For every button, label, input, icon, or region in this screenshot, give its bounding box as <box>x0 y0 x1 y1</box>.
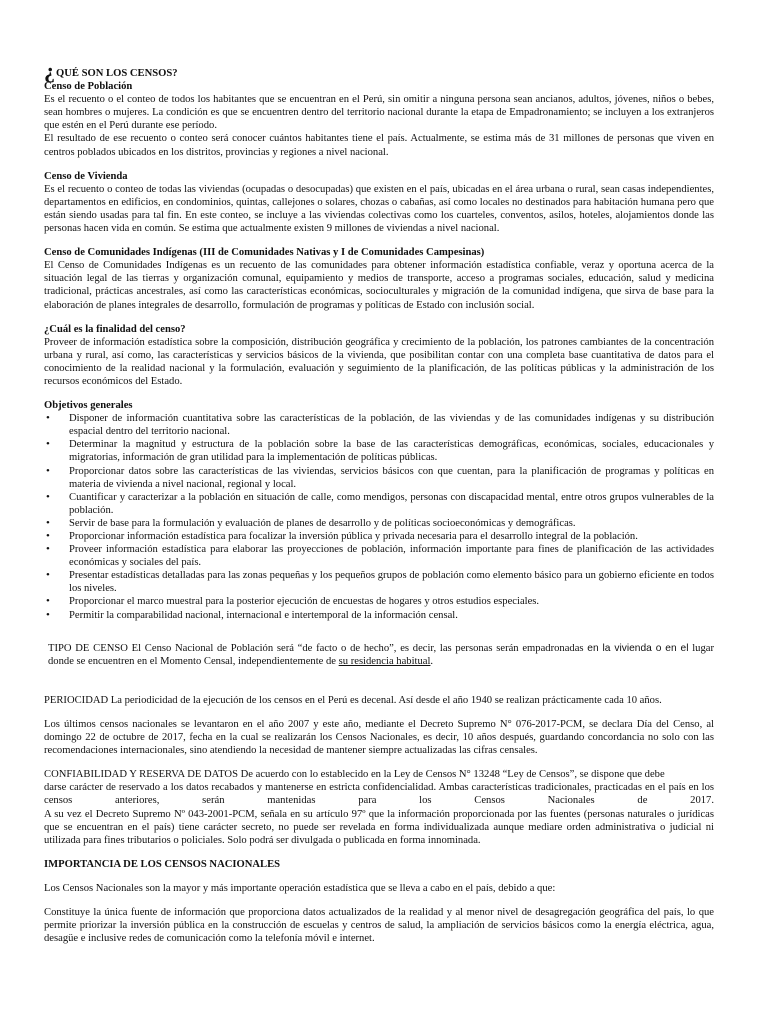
confiabilidad-lead-text: De acuerdo con lo establecido en la Ley de Censos N° 13248 “Ley de Censos”, se dispone que debe <box>237 769 665 781</box>
objetivos-list <box>44 412 714 622</box>
poblacion-paragraph-2: El resultado de ese recuento o conteo será conocer cuántos habitantes tiene el país. Actualmente, se estima más de 31 millones de personas que viven en centros poblados ubicados en los distritos, provincias y regiones a nivel nacional. <box>44 133 714 158</box>
ultimos-censos-paragraph: Los últimos censos nacionales se levantaron en el año 2007 y este año, mediante el Decreto Supremo N° 076-2017-PCM, se declara Día del Censo, al domingo 22 de octubre de 2017, fecha en la cual se realizarán los Censos Nacionales, es decir, 10 años después, guardando concordancia no solo con las recomendaciones internacionales, sino atendiendo la necesidad de mantener siempre actualizadas las cifras censales. <box>44 718 714 757</box>
page-title <box>44 58 714 83</box>
list-item: • Proporcionar información estadística para focalizar la inversión pública y privada necesaria para el desarrollo integral de la población. <box>44 530 714 543</box>
poblacion-paragraph-1: Es el recuento o el conteo de todos los habitantes que se encuentran en el Perú, sin omitir a ninguna persona sean ancianos, adultos, jóvenes, niños o bebes, sean hombres o mujeres. La condición es que se encuentren dentro del territorio nacional durante la etapa de Empadronamiento; se incluyen a los extranjeros que estén en el Perú durante ese período. <box>44 94 714 132</box>
confiabilidad-paragraph-2: A su vez el Decreto Supremo Nº 043-2001-PCM, señala en su artículo 97º que la información proporcionada por las fuentes (personas naturales o jurídicas que se encuentran en el país) tiene carácter secreto, no puede ser revelada en forma individualizada aunque mediare orden administrativa o judicial ni utilizada para fines tributarios o policiales. Solo podrá ser divulgada o publicada en forma innominada. <box>44 808 714 846</box>
residencia-habitual-link[interactable]: su residencia habitual <box>338 655 431 667</box>
tipo-de-censo-paragraph <box>44 642 714 668</box>
importancia-paragraph-2: Constituye la única fuente de información que proporciona datos actualizados de la realidad y al menor nivel de desagregación geográfica del país, lo que permite priorizar la inversión pública en la construcción de escuelas y centros de salud, la ampliación de servicios básicos como la energía eléctrica, agua, desagüe e inclusive redes de comunicación como la telefonía móvil e internet. <box>44 906 714 945</box>
list-item: • Proporcionar datos sobre las características de las viviendas, servicios básicos con que cuentan, para la planificación de programas y políticas en materia de vivienda a nivel nacional, regional y local. <box>44 465 714 491</box>
title-question-mark: ¿ <box>44 58 55 83</box>
tipo-text-c: lugar donde se encuentren en el Momento Censal, independientemente de <box>48 642 714 667</box>
heading-censo-poblacion: Censo de Población <box>44 81 133 93</box>
vivienda-paragraph: Es el recuento o conteo de todas las viviendas (ocupadas o desocupadas) que existen en el país, ubicadas en el área urbana o rural, sean casas independientes, departamentos en edificios, en condominios, quintas, callejones o solares, chozas o cabañas, así como locales no destinados para habitación humana pero que están siendo usadas para tal fin. En este conteo, se incluye a las viviendas colectivas como los cuarteles, conventos, asilos, hoteles, alojamientos donde las personas hacen vida en común. Se estima que actualmente existen 9 millones de viviendas a nivel nacional. <box>44 183 714 235</box>
heading-censo-indigenas: Censo de Comunidades Indígenas (III de Comunidades Nativas y I de Comunidades Campesinas) <box>44 247 485 259</box>
heading-objetivos: Objetivos generales <box>44 400 133 412</box>
list-item: • Permitir la comparabilidad nacional, internacional e intertemporal de la información censal. <box>44 609 714 622</box>
tipo-text-b: en la vivienda o en el <box>587 642 689 654</box>
finalidad-paragraph: Proveer de información estadística sobre la composición, distribución geográfica y crecimiento de la población, los patrones cambiantes de la concentración urbana y rural, así como, las características y servicios básicos de la vivienda, que posibilitan contar con una completa base cuantitativa de datos para el conocimiento de la realidad nacional y la formulación, evaluación y seguimiento de la planificación, de las políticas públicas y la administración de los recursos económicos del Estado. <box>44 336 714 387</box>
list-item: • Servir de base para la formulación y evaluación de planes de desarrollo y de políticas socioeconómicas y demográficas. <box>44 517 714 530</box>
heading-finalidad: ¿Cuál es la finalidad del censo? <box>44 323 186 335</box>
periodicidad-paragraph <box>44 694 714 707</box>
confiabilidad-paragraph: darse carácter de reservado a los datos recabados y mantenerse en estricta confidencialidad. Ambas características tradicionales, practicadas en el país en los censos anteriores, serán mantenidas para los Censos Nacionales de 2017. <box>44 782 714 807</box>
tipo-text-a: El Censo Nacional de Población será “de facto o de hecho”, es decir, las personas serán empadronadas <box>127 642 588 654</box>
importancia-paragraph-1: Los Censos Nacionales son la mayor y más importante operación estadística que se lleva a cabo en el país, debido a que: <box>44 882 556 894</box>
list-item: • Proveer información estadística para elaborar las proyecciones de población, información importante para fines de planificación de las actividades económicas y sociales del país. <box>44 543 714 569</box>
periodicidad-label: PERIOCIDAD <box>44 694 109 706</box>
title-text: QUÉ SON LOS CENSOS? <box>56 68 178 79</box>
confiabilidad-label: CONFIABILIDAD Y RESERVA DE DATOS <box>44 769 238 781</box>
list-item: • Disponer de información cuantitativa sobre las características de la población, de las viviendas y de las comunidades indígenas y su distribución espacial dentro del territorio nacional. <box>44 412 714 438</box>
heading-importancia: IMPORTANCIA DE LOS CENSOS NACIONALES <box>44 858 281 870</box>
list-item: • Determinar la magnitud y estructura de la población sobre la base de las características demográficas, económicas, sociales, educacionales y migratorias, información de gran utilidad para la implementación de políticas públicas. <box>44 438 714 464</box>
confiabilidad-lead <box>44 768 714 781</box>
list-item: • Presentar estadísticas detalladas para las zonas pequeñas y los pequeños grupos de población como elemento básico para un gobierno eficiente en todos los niveles. <box>44 569 714 595</box>
heading-censo-vivienda: Censo de Vivienda <box>44 170 128 182</box>
tipo-de-censo-label: TIPO DE CENSO <box>48 642 128 654</box>
list-item: • Proporcionar el marco muestral para la posterior ejecución de encuestas de hogares y otros estudios especiales. <box>44 595 714 608</box>
periodicidad-text: La periodicidad de la ejecución de los censos en el Perú es decenal. Así desde el año 1940 se realizan prácticamente cada 10 años. <box>108 694 662 706</box>
tipo-end: . <box>430 655 434 667</box>
indigenas-paragraph: El Censo de Comunidades Indígenas es un recuento de las comunidades para obtener información estadística confiable, veraz y oportuna acerca de la situación legal de las tierras y organización comunal, equipamiento y medios de transporte, acceso a programas sociales, educación, salud y medicina tradicional, prácticas ancestrales, así como las características económicas, socioculturales y migración de la comunidad indígena, que sirva de base para la elaboración de planes integrales de desarrollo, formulación de programas y políticas de Estado con inclusión social. <box>44 260 714 311</box>
document-page <box>44 58 714 945</box>
list-item: • Cuantificar y caracterizar a la población en situación de calle, como mendigos, personas con discapacidad mental, entre otros grupos vulnerables de la población. <box>44 491 714 517</box>
